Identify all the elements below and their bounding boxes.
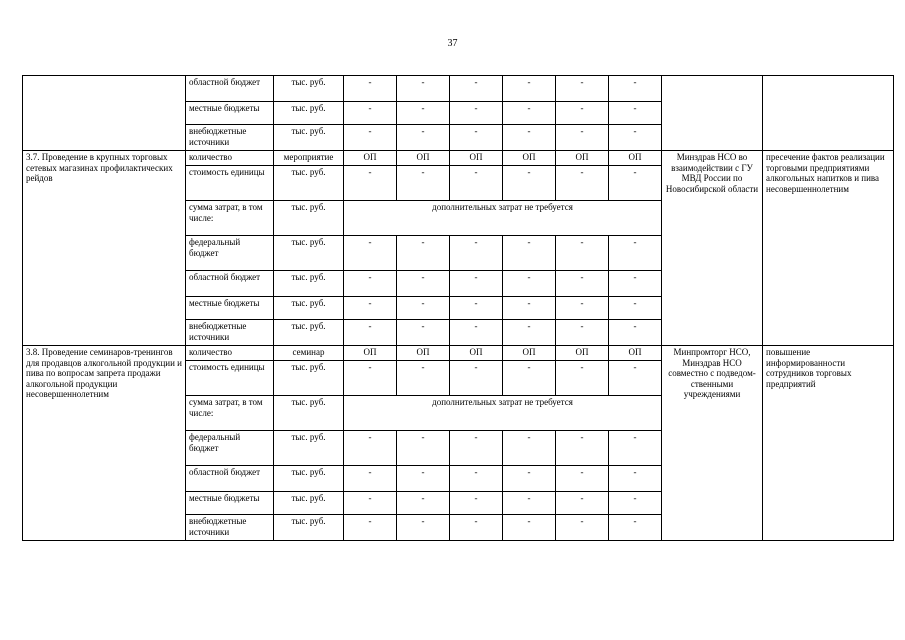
value-cell: -	[503, 431, 556, 466]
value-cell: -	[609, 466, 662, 492]
value-cell: -	[556, 320, 609, 346]
table-row	[23, 346, 894, 361]
value-cell: -	[556, 271, 609, 297]
unit-cell: тыс. руб.	[274, 492, 344, 515]
value-cell: -	[556, 466, 609, 492]
value-cell: -	[344, 125, 397, 151]
value-cell: -	[450, 515, 503, 541]
value-cell: -	[609, 125, 662, 151]
unit-cell: мероприятие	[274, 151, 344, 166]
value-cell: ОП	[397, 151, 450, 166]
value-cell: -	[556, 236, 609, 271]
value-cell: -	[556, 166, 609, 201]
value-cell: -	[609, 166, 662, 201]
value-cell: -	[344, 297, 397, 320]
value-cell: -	[556, 431, 609, 466]
value-cell: ОП	[503, 151, 556, 166]
value-cell: -	[450, 76, 503, 102]
value-cell: -	[450, 492, 503, 515]
value-cell: -	[609, 492, 662, 515]
value-cell: -	[556, 492, 609, 515]
source-cell: областной бюджет	[186, 271, 274, 297]
value-cell: ОП	[344, 346, 397, 361]
value-cell: -	[556, 297, 609, 320]
unit-cell: тыс. руб.	[274, 515, 344, 541]
value-cell: -	[609, 102, 662, 125]
value-cell: -	[344, 102, 397, 125]
value-cell: -	[503, 492, 556, 515]
program-table	[22, 75, 894, 541]
value-cell: ОП	[556, 346, 609, 361]
executor-cell: Минпромторг НСО, Минздрав НСО совместно с подведом-ственными учреждениями	[662, 346, 763, 541]
value-cell: -	[503, 271, 556, 297]
value-cell: -	[450, 466, 503, 492]
value-cell: -	[503, 320, 556, 346]
value-cell: -	[397, 76, 450, 102]
source-cell: местные бюджеты	[186, 102, 274, 125]
value-cell: -	[397, 271, 450, 297]
value-cell: -	[609, 271, 662, 297]
value-cell: -	[397, 102, 450, 125]
value-cell: ОП	[397, 346, 450, 361]
unit-cell: тыс. руб.	[274, 76, 344, 102]
value-cell: -	[503, 361, 556, 396]
unit-cell: тыс. руб.	[274, 102, 344, 125]
value-cell: -	[503, 297, 556, 320]
value-cell: -	[503, 166, 556, 201]
value-cell: ОП	[609, 151, 662, 166]
value-cell: -	[450, 431, 503, 466]
value-cell: -	[397, 431, 450, 466]
source-cell: областной бюджет	[186, 466, 274, 492]
unit-cell: тыс. руб.	[274, 466, 344, 492]
unit-cell: тыс. руб.	[274, 125, 344, 151]
source-cell: сумма затрат, в том числе:	[186, 396, 274, 431]
value-cell: -	[450, 125, 503, 151]
source-cell: федеральный бюджет	[186, 236, 274, 271]
source-cell: стоимость единицы	[186, 361, 274, 396]
value-cell: -	[556, 125, 609, 151]
value-cell: -	[556, 102, 609, 125]
source-cell: местные бюджеты	[186, 297, 274, 320]
value-cell: ОП	[450, 151, 503, 166]
value-cell: -	[397, 166, 450, 201]
result-cell	[763, 76, 894, 151]
value-cell: -	[450, 236, 503, 271]
value-cell: -	[503, 466, 556, 492]
value-cell: -	[344, 515, 397, 541]
value-cell: -	[397, 236, 450, 271]
value-cell: -	[556, 361, 609, 396]
value-cell: -	[609, 515, 662, 541]
table-row	[23, 76, 894, 102]
value-cell: -	[344, 466, 397, 492]
value-cell: ОП	[556, 151, 609, 166]
unit-cell: семинар	[274, 346, 344, 361]
unit-cell: тыс. руб.	[274, 361, 344, 396]
value-cell: ОП	[344, 151, 397, 166]
unit-cell: тыс. руб.	[274, 201, 344, 236]
value-cell: -	[609, 297, 662, 320]
value-cell: -	[344, 166, 397, 201]
unit-cell: тыс. руб.	[274, 166, 344, 201]
value-cell: -	[503, 125, 556, 151]
source-cell: количество	[186, 151, 274, 166]
source-cell: областной бюджет	[186, 76, 274, 102]
merged-note-cell: дополнительных затрат не требуется	[344, 201, 662, 236]
activity-cell: 3.7. Проведение в крупных торговых сетевых магазинах профилактических рейдов	[23, 151, 186, 346]
executor-cell	[662, 76, 763, 151]
unit-cell: тыс. руб.	[274, 320, 344, 346]
value-cell: -	[609, 236, 662, 271]
source-cell: внебюджетные источники	[186, 515, 274, 541]
value-cell: -	[450, 102, 503, 125]
value-cell: -	[344, 361, 397, 396]
value-cell: -	[397, 492, 450, 515]
value-cell: -	[397, 320, 450, 346]
result-cell: пресечение фактов реализации торговыми предприятиями алкогольных напитков и пива несовершеннолетним	[763, 151, 894, 346]
value-cell: -	[397, 466, 450, 492]
value-cell: -	[503, 236, 556, 271]
activity-cell: 3.8. Проведение семинаров-тренингов для продавцов алкогольной продукции и пива по вопросам запрета продажи алкогольной продукции несовершеннолетним	[23, 346, 186, 541]
unit-cell: тыс. руб.	[274, 271, 344, 297]
value-cell: -	[609, 76, 662, 102]
value-cell: -	[450, 320, 503, 346]
value-cell: -	[556, 76, 609, 102]
value-cell: -	[344, 320, 397, 346]
source-cell: федеральный бюджет	[186, 431, 274, 466]
value-cell: -	[503, 76, 556, 102]
value-cell: -	[397, 361, 450, 396]
value-cell: -	[344, 431, 397, 466]
value-cell: -	[609, 361, 662, 396]
value-cell: -	[609, 320, 662, 346]
merged-note-cell: дополнительных затрат не требуется	[344, 396, 662, 431]
value-cell: -	[609, 431, 662, 466]
value-cell: -	[344, 76, 397, 102]
table-row	[23, 151, 894, 166]
value-cell: -	[344, 236, 397, 271]
source-cell: количество	[186, 346, 274, 361]
value-cell: -	[450, 271, 503, 297]
value-cell: -	[450, 166, 503, 201]
value-cell: -	[344, 271, 397, 297]
value-cell: -	[503, 102, 556, 125]
value-cell: -	[397, 125, 450, 151]
value-cell: -	[450, 297, 503, 320]
unit-cell: тыс. руб.	[274, 297, 344, 320]
value-cell: ОП	[450, 346, 503, 361]
value-cell: -	[503, 515, 556, 541]
source-cell: стоимость единицы	[186, 166, 274, 201]
value-cell: -	[397, 515, 450, 541]
unit-cell: тыс. руб.	[274, 431, 344, 466]
value-cell: -	[344, 492, 397, 515]
value-cell: ОП	[503, 346, 556, 361]
result-cell: повышение информированности сотрудников торговых предприятий	[763, 346, 894, 541]
page-number: 37	[447, 38, 458, 49]
source-cell: местные бюджеты	[186, 492, 274, 515]
source-cell: сумма затрат, в том числе:	[186, 201, 274, 236]
value-cell: ОП	[609, 346, 662, 361]
value-cell: -	[397, 297, 450, 320]
executor-cell: Минздрав НСО во взаимодействии с ГУ МВД России по Новосибирской области	[662, 151, 763, 346]
source-cell: внебюджетные источники	[186, 125, 274, 151]
activity-cell	[23, 76, 186, 151]
unit-cell: тыс. руб.	[274, 236, 344, 271]
value-cell: -	[450, 361, 503, 396]
source-cell: внебюджетные источники	[186, 320, 274, 346]
unit-cell: тыс. руб.	[274, 396, 344, 431]
value-cell: -	[556, 515, 609, 541]
